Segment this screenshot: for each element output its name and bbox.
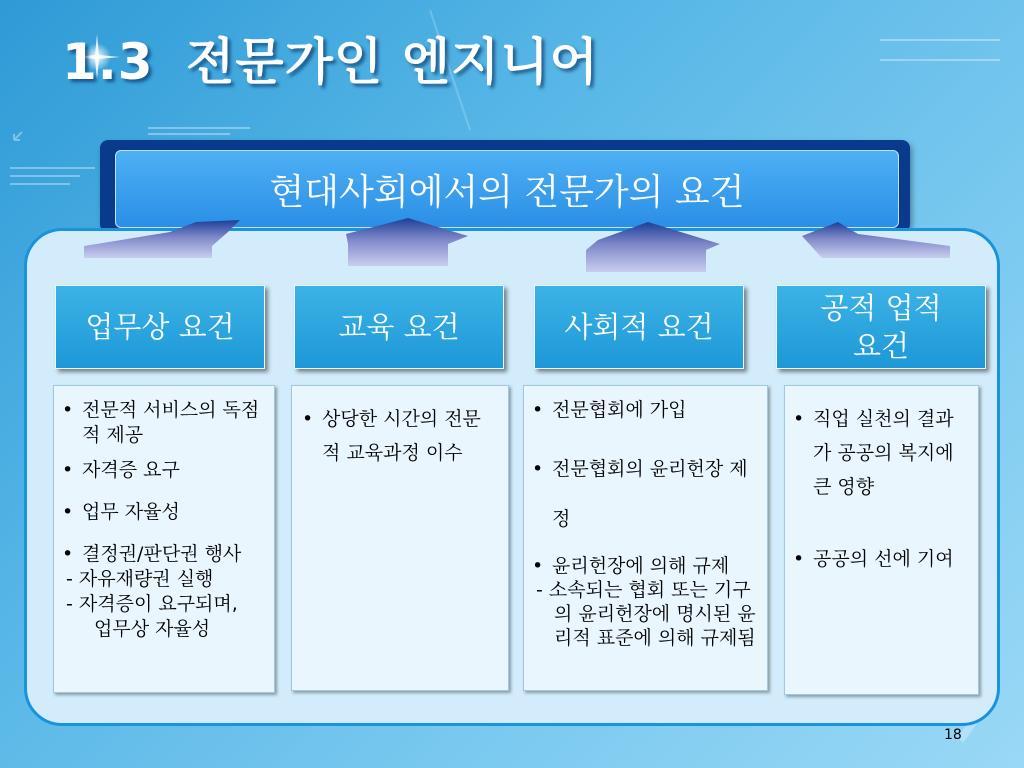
- list-item: • 자격증 요구: [60, 458, 268, 483]
- sub-item: - 자유재량권 실행: [66, 568, 214, 590]
- list-item: • 전문적 서비스의 독점적 제공: [60, 398, 268, 448]
- requirement-label: 사회적 요건: [564, 310, 714, 344]
- list-item: • 결정권/판단권 행사: [60, 542, 268, 567]
- list-item: • 전문협회에 가입: [530, 398, 757, 422]
- requirement-label: 업무상 요건: [85, 310, 235, 344]
- list-item: • 전문협회의 윤리헌장 제정: [530, 444, 757, 544]
- section-number: 1.3: [62, 33, 154, 91]
- list-box-public: [784, 385, 979, 695]
- sub-item: 업무상 자율성: [94, 618, 211, 640]
- list-box-education: [291, 385, 509, 691]
- requirement-box-public: [776, 285, 986, 369]
- list-box-social: [523, 385, 768, 691]
- list-item: • 상당한 시간의 전문적 교육과정 이수: [300, 402, 490, 470]
- requirement-label: 교육 요건: [338, 310, 460, 344]
- header-text: 현대사회에서의 전문가의 요건: [269, 171, 745, 213]
- sub-item: - 소속되는 협회 또는 기구의 윤리헌장에 명시된 윤리적 표준에 의해 규제됨: [536, 579, 756, 649]
- list-item: • 윤리헌장에 의해 규제: [530, 554, 757, 578]
- requirement-box-work: [55, 285, 265, 369]
- requirement-box-social: [534, 285, 744, 369]
- list-item: • 직업 실천의 결과가 공공의 복지에 큰 영향: [791, 402, 968, 504]
- sub-item: - 자격증이 요구되며,: [66, 593, 238, 615]
- list-item: • 업무 자율성: [60, 500, 268, 525]
- list-box-work: [53, 385, 275, 693]
- header-box: [115, 150, 899, 228]
- list-item: • 공공의 선에 기여: [791, 542, 968, 576]
- title-text: 전문가인 엔지니어: [186, 33, 599, 91]
- slide-title: [62, 22, 599, 94]
- page-number: 18: [944, 727, 962, 743]
- requirement-label: 공적 업적 요건: [820, 291, 942, 363]
- requirement-box-education: [294, 285, 504, 369]
